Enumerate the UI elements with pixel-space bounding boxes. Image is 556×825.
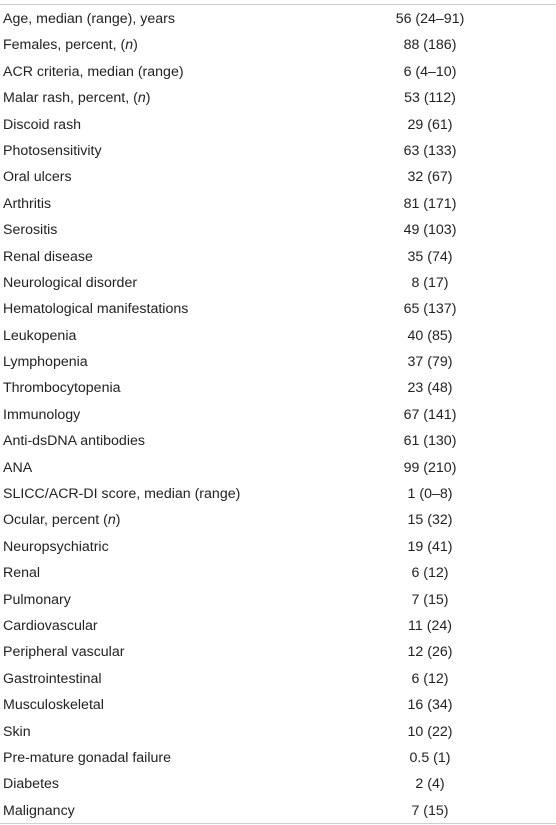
table-row	[0, 296, 556, 322]
table-row	[0, 745, 556, 771]
row-label-text: Pre-mature gonadal failure	[3, 749, 171, 766]
row-label-text: Renal disease	[3, 248, 93, 265]
row-label-text: Skin	[3, 723, 31, 740]
row-value: 32 (67)	[407, 169, 453, 186]
row-value: 19 (41)	[407, 538, 453, 555]
row-value: 12 (26)	[407, 644, 453, 661]
row-label	[3, 801, 75, 821]
row-label-text: Ocular, percent (	[3, 512, 108, 529]
row-label-text: Serositis	[3, 222, 58, 239]
row-label-text: Immunology	[3, 406, 81, 423]
row-value: 81 (171)	[403, 195, 457, 212]
row-label-text: Oral ulcers	[3, 169, 72, 186]
row-value: 61 (130)	[403, 433, 457, 450]
table-row	[0, 587, 556, 613]
row-label	[3, 695, 104, 715]
row-label-text: Photosensitivity	[3, 142, 102, 159]
row-label	[3, 194, 51, 214]
table-row	[0, 481, 556, 507]
row-value: 63 (133)	[403, 142, 457, 159]
row-label-text: Anti-dsDNA antibodies	[3, 433, 145, 450]
table-row	[0, 59, 556, 85]
row-value: 6 (4–10)	[403, 63, 457, 80]
table-row	[0, 560, 556, 586]
table-row	[0, 6, 556, 32]
row-label-text: Malignancy	[3, 802, 75, 819]
row-label	[3, 299, 188, 319]
row-label-tail: )	[115, 512, 121, 529]
row-label	[3, 9, 175, 29]
row-label-text: Malar rash, percent, (	[3, 90, 138, 107]
table-row	[0, 138, 556, 164]
table-bottom-rule	[0, 823, 556, 824]
row-label	[3, 748, 171, 768]
table-row	[0, 349, 556, 375]
row-value: 56 (24–91)	[395, 11, 465, 27]
row-label	[3, 590, 71, 610]
row-label	[3, 722, 31, 742]
table-row	[0, 164, 556, 190]
row-label	[3, 774, 59, 794]
row-label-n: n	[125, 37, 134, 54]
row-value: 6 (12)	[411, 670, 449, 687]
row-label	[3, 220, 57, 240]
row-label-text: Arthritis	[3, 195, 52, 212]
row-value: 37 (79)	[407, 354, 453, 371]
row-value: 0.5 (1)	[409, 749, 451, 766]
row-value: 6 (12)	[411, 565, 449, 582]
table-row	[0, 112, 556, 138]
row-label	[3, 669, 102, 689]
row-label-text: Renal	[3, 565, 41, 582]
row-label	[3, 484, 240, 504]
row-label-text: ACR criteria, median (range)	[3, 63, 184, 80]
row-value: 10 (22)	[407, 723, 453, 740]
row-label	[3, 273, 137, 293]
row-label-tail: )	[133, 37, 138, 54]
row-label	[3, 537, 109, 557]
table-row	[0, 85, 556, 111]
row-label-text: Age, median (range), years	[3, 11, 175, 27]
table-row	[0, 217, 556, 243]
row-value: 7 (15)	[411, 591, 449, 608]
row-label-text: Cardiovascular	[3, 617, 98, 634]
row-value: 11 (24)	[408, 617, 452, 634]
row-label	[3, 326, 76, 346]
table-row	[0, 32, 556, 58]
row-value: 40 (85)	[407, 327, 453, 344]
row-label	[3, 431, 145, 451]
row-label	[3, 510, 121, 530]
row-label-n: n	[107, 512, 116, 529]
row-label	[3, 115, 81, 135]
table-row	[0, 798, 556, 824]
row-label-text: Peripheral vascular	[3, 644, 125, 661]
row-label-text: Thrombocytopenia	[3, 380, 121, 397]
row-value: 7 (15)	[411, 802, 449, 819]
row-label-n: n	[137, 90, 146, 107]
table-row	[0, 270, 556, 296]
row-value: 16 (34)	[407, 697, 453, 714]
table-row	[0, 375, 556, 401]
row-label-text: Gastrointestinal	[3, 670, 102, 687]
row-value: 88 (186)	[403, 37, 457, 54]
table-row	[0, 613, 556, 639]
row-label	[3, 458, 32, 478]
table-row	[0, 402, 556, 428]
row-label-text: Diabetes	[3, 776, 59, 793]
row-value: 99 (210)	[403, 459, 457, 476]
table-row	[0, 534, 556, 560]
row-label	[3, 405, 80, 425]
row-label-tail: )	[145, 90, 151, 107]
table-row	[0, 666, 556, 692]
row-value: 53 (112)	[404, 90, 456, 107]
row-label-text: Leukopenia	[3, 327, 77, 344]
row-value: 65 (137)	[403, 301, 457, 318]
row-value: 35 (74)	[407, 248, 453, 265]
row-label	[3, 62, 184, 82]
row-value: 2 (4)	[415, 776, 445, 793]
row-value: 49 (103)	[403, 222, 457, 239]
row-label-text: Neuropsychiatric	[3, 538, 109, 555]
row-label	[3, 247, 93, 267]
table-row	[0, 719, 556, 745]
row-label	[3, 88, 150, 108]
row-label	[3, 352, 88, 372]
row-label-text: Musculoskeletal	[3, 697, 104, 714]
table-row	[0, 323, 556, 349]
row-label	[3, 642, 124, 662]
row-value: 67 (141)	[403, 406, 457, 423]
row-label-text: Discoid rash	[3, 116, 82, 133]
table-row	[0, 244, 556, 270]
row-label	[3, 35, 138, 55]
row-label	[3, 167, 72, 187]
row-label-text: Neurological disorder	[3, 274, 138, 291]
row-value: 23 (48)	[407, 380, 453, 397]
table-row	[0, 428, 556, 454]
row-label-text: Lymphopenia	[3, 354, 88, 371]
table-row	[0, 455, 556, 481]
row-label-text: SLICC/ACR-DI score, median (range)	[3, 486, 241, 503]
row-label-text: Pulmonary	[3, 591, 71, 608]
table-row	[0, 639, 556, 665]
row-label	[3, 378, 121, 398]
table-row	[0, 771, 556, 797]
row-value: 1 (0–8)	[407, 486, 453, 503]
row-value: 8 (17)	[411, 274, 449, 291]
row-label-text: ANA	[3, 459, 33, 476]
row-label	[3, 141, 102, 161]
row-label	[3, 563, 40, 583]
table-top-rule	[0, 4, 556, 5]
table-row	[0, 507, 556, 533]
table-row	[0, 692, 556, 718]
table-row	[0, 191, 556, 217]
row-label-text: Hematological manifestations	[3, 301, 189, 318]
row-label-text: Females, percent, (	[3, 37, 126, 54]
row-label	[3, 616, 98, 636]
table-body	[0, 6, 556, 824]
row-value: 29 (61)	[407, 116, 453, 133]
row-value: 15 (32)	[407, 512, 453, 529]
